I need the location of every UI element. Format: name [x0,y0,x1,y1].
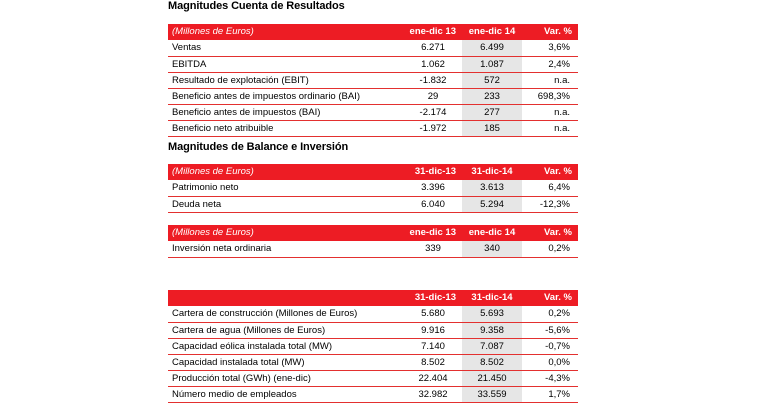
prev-value: 32.982 [390,386,462,402]
variation-value: 0,0% [522,354,578,370]
results-header-row [168,24,578,40]
variation-header: Var. % [544,227,572,238]
row-label: Beneficio antes de impuestos ordinario (BAI) [168,88,390,104]
investment-table [168,225,578,258]
variation-value: 2,4% [522,56,578,72]
row-label: Beneficio antes de impuestos (BAI) [168,104,390,120]
current-value: 6.499 [462,40,522,56]
table-row [168,306,578,322]
units-header [168,290,390,306]
row-label: Cartera de construcción (Millones de Euros) [168,306,390,322]
row-label: Resultado de explotación (EBIT) [168,72,390,88]
current-value: 7.087 [462,338,522,354]
variation-value: -5,6% [522,322,578,338]
row-label: Número medio de empleados [168,386,390,402]
table-row [168,241,578,257]
table-row [168,56,578,72]
prev-value: 3.396 [390,180,462,196]
variation-value: n.a. [522,72,578,88]
row-label: Ventas [168,40,390,56]
variation-header: Var. % [544,26,572,37]
current-value: 572 [462,72,522,88]
results-title: Magnitudes Cuenta de Resultados [168,0,345,12]
prev-value: -1.972 [390,120,462,136]
current-value: 340 [462,241,522,257]
operations-table [168,290,578,403]
investment-header-row [168,225,578,241]
prev-period-header: ene-dic 13 [409,227,456,238]
current-value: 8.502 [462,354,522,370]
table-row [168,40,578,56]
row-label: Beneficio neto atribuible [168,120,390,136]
current-period-header: ene-dic 14 [468,26,516,37]
variation-value: -0,7% [522,338,578,354]
variation-value: -4,3% [522,370,578,386]
variation-value: -12,3% [522,196,578,212]
current-value: 9.358 [462,322,522,338]
current-value: 5.693 [462,306,522,322]
current-value: 5.294 [462,196,522,212]
variation-value: 0,2% [522,306,578,322]
prev-value: 339 [390,241,462,257]
row-label: EBITDA [168,56,390,72]
current-value: 1.087 [462,56,522,72]
prev-period-header: 31-dic-13 [414,292,456,303]
prev-value: 5.680 [390,306,462,322]
current-value: 277 [462,104,522,120]
prev-value: 8.502 [390,354,462,370]
current-period-header: ene-dic 14 [468,227,516,238]
row-label: Cartera de agua (Millones de Euros) [168,322,390,338]
row-label: Producción total (GWh) (ene-dic) [168,370,390,386]
variation-value: 698,3% [522,88,578,104]
variation-value: n.a. [522,104,578,120]
prev-value: 29 [390,88,462,104]
table-row [168,104,578,120]
variation-value: 6,4% [522,180,578,196]
balance-table [168,164,578,213]
variation-value: 3,6% [522,40,578,56]
current-value: 3.613 [462,180,522,196]
prev-period-header: ene-dic 13 [409,26,456,37]
prev-value: 1.062 [390,56,462,72]
row-label: Patrimonio neto [168,180,390,196]
variation-header: Var. % [544,292,572,303]
current-period-header: 31-dic-14 [471,292,513,303]
prev-value: -2.174 [390,104,462,120]
table-row [168,120,578,136]
table-row [168,354,578,370]
prev-period-header: 31-dic-13 [414,166,456,177]
current-period-header: 31-dic-14 [471,166,513,177]
units-header: (Millones de Euros) [172,166,254,177]
row-label: Inversión neta ordinaria [168,241,390,257]
table-row [168,88,578,104]
prev-value: -1.832 [390,72,462,88]
units-header: (Millones de Euros) [172,26,254,37]
variation-value: 1,7% [522,386,578,402]
row-label: Deuda neta [168,196,390,212]
table-row [168,72,578,88]
table-row [168,370,578,386]
prev-value: 7.140 [390,338,462,354]
prev-value: 6.271 [390,40,462,56]
table-row [168,322,578,338]
variation-header: Var. % [544,166,572,177]
operations-header-row [168,290,578,306]
units-header: (Millones de Euros) [172,227,254,238]
variation-value: n.a. [522,120,578,136]
current-value: 233 [462,88,522,104]
row-label: Capacidad instalada total (MW) [168,354,390,370]
prev-value: 22.404 [390,370,462,386]
current-value: 21.450 [462,370,522,386]
table-row [168,180,578,196]
prev-value: 9.916 [390,322,462,338]
current-value: 185 [462,120,522,136]
prev-value: 6.040 [390,196,462,212]
results-table [168,24,578,137]
current-value: 33.559 [462,386,522,402]
variation-value: 0,2% [522,241,578,257]
balance-title: Magnitudes de Balance e Inversión [168,141,349,153]
balance-header-row [168,164,578,180]
table-row [168,338,578,354]
row-label: Capacidad eólica instalada total (MW) [168,338,390,354]
table-row [168,196,578,212]
